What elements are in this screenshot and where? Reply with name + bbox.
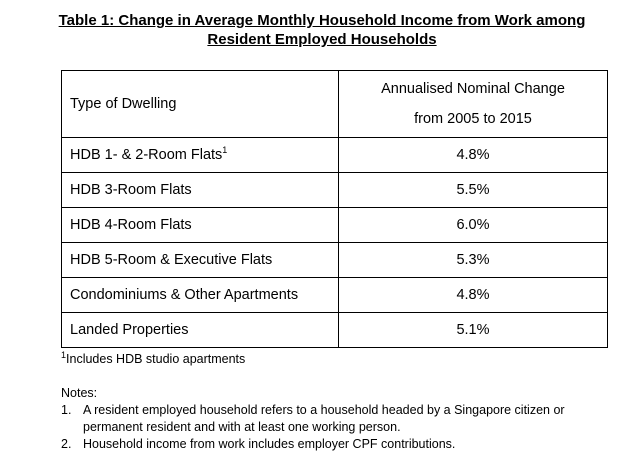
table-row <box>62 313 608 348</box>
table-row <box>62 208 608 243</box>
title-line-1: Table 1: Change in Average Monthly Household Income from Work among <box>58 12 586 29</box>
footnote <box>61 349 246 366</box>
row-type-cell: HDB 4-Room Flats <box>62 208 339 243</box>
note-text: Household income from work includes employer CPF contributions. <box>83 437 456 451</box>
header-change-line-1: Annualised Nominal Change <box>381 81 565 97</box>
row-type-cell: Condominiums & Other Apartments <box>62 278 339 313</box>
row-value-cell: 4.8% <box>339 138 608 173</box>
footnote-marker-label: 1 <box>61 349 67 360</box>
table-row <box>62 278 608 313</box>
notes-list <box>61 402 621 453</box>
row-type-cell: Landed Properties <box>62 313 339 348</box>
header-change-line-2: from 2005 to 2015 <box>414 111 532 127</box>
table-header-row <box>62 71 608 138</box>
row-value-cell: 6.0% <box>339 208 608 243</box>
notes-section <box>61 385 621 453</box>
note-number: 2. <box>61 437 72 451</box>
row-type-cell: HDB 3-Room Flats <box>62 173 339 208</box>
table-row <box>62 243 608 278</box>
note-item <box>61 402 621 436</box>
table-row <box>62 173 608 208</box>
notes-heading: Notes: <box>61 386 98 400</box>
header-type-of-dwelling: Type of Dwelling <box>62 71 339 138</box>
footnote-marker: 1 <box>222 145 228 156</box>
note-number: 1. <box>61 403 72 417</box>
row-type-cell <box>62 138 339 173</box>
row-value-cell: 5.5% <box>339 173 608 208</box>
row-type-cell: HDB 5-Room & Executive Flats <box>62 243 339 278</box>
footnote-text: Includes HDB studio apartments <box>66 352 246 366</box>
title-line-2: Resident Employed Households <box>207 31 437 48</box>
row-value-cell: 5.3% <box>339 243 608 278</box>
table-row <box>62 138 608 173</box>
income-change-table <box>61 70 608 348</box>
header-annualised-change <box>339 71 608 138</box>
table-title <box>0 11 644 49</box>
row-value-cell: 5.1% <box>339 313 608 348</box>
row-type-label: HDB 1- & 2-Room Flats <box>70 147 223 163</box>
note-item <box>61 436 621 453</box>
note-text: A resident employed household refers to a household headed by a Singapore citizen or permanent resident and with at least one working person. <box>83 403 565 434</box>
row-value-cell: 4.8% <box>339 278 608 313</box>
